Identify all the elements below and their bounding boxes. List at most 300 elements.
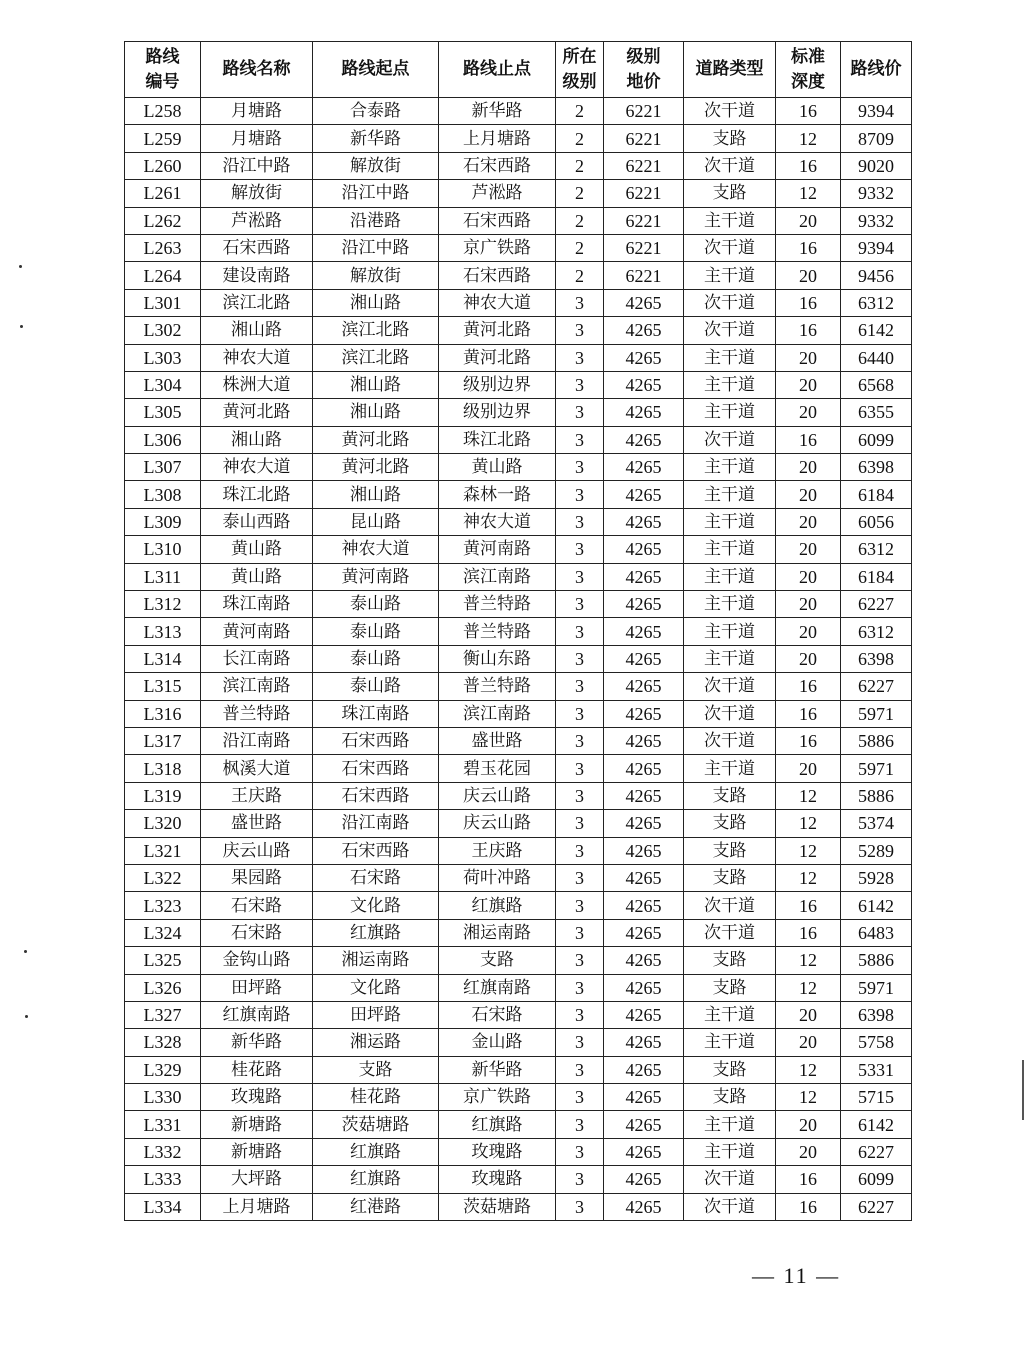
table-row [125, 481, 912, 508]
cell-route-name: 桂花路 [201, 1056, 313, 1083]
cell-grade-level: 3 [556, 317, 604, 344]
cell-route-price: 6227 [841, 673, 912, 700]
cell-grade-level: 3 [556, 508, 604, 535]
cell-route-code: L302 [125, 317, 201, 344]
cell-route-start: 黄河北路 [313, 454, 439, 481]
cell-grade-price: 4265 [604, 673, 684, 700]
cell-standard-depth: 16 [776, 892, 841, 919]
cell-grade-price: 4265 [604, 426, 684, 453]
cell-route-code: L319 [125, 782, 201, 809]
cell-grade-price: 6221 [604, 98, 684, 125]
cell-route-code: L330 [125, 1084, 201, 1111]
cell-grade-price: 6221 [604, 180, 684, 207]
table-header-row [125, 42, 912, 98]
cell-grade-level: 3 [556, 563, 604, 590]
cell-route-name: 沿江中路 [201, 152, 313, 179]
cell-route-code: L324 [125, 919, 201, 946]
cell-route-end: 石宋西路 [439, 262, 556, 289]
cell-road-type: 支路 [684, 810, 776, 837]
cell-route-price: 6440 [841, 344, 912, 371]
cell-route-code: L258 [125, 98, 201, 125]
cell-standard-depth: 20 [776, 645, 841, 672]
cell-route-start: 神农大道 [313, 536, 439, 563]
cell-road-type: 主干道 [684, 262, 776, 289]
cell-route-code: L259 [125, 125, 201, 152]
cell-route-name: 株洲大道 [201, 371, 313, 398]
cell-road-type: 主干道 [684, 454, 776, 481]
cell-standard-depth: 20 [776, 755, 841, 782]
cell-road-type: 主干道 [684, 1111, 776, 1138]
cell-route-name: 泰山西路 [201, 508, 313, 535]
cell-standard-depth: 16 [776, 700, 841, 727]
cell-route-price: 6142 [841, 892, 912, 919]
cell-grade-price: 4265 [604, 1166, 684, 1193]
table-row [125, 125, 912, 152]
cell-grade-level: 3 [556, 673, 604, 700]
cell-route-price: 6398 [841, 1001, 912, 1028]
cell-route-start: 石宋西路 [313, 755, 439, 782]
cell-road-type: 主干道 [684, 645, 776, 672]
cell-route-price: 6483 [841, 919, 912, 946]
cell-route-name: 月塘路 [201, 98, 313, 125]
cell-road-type: 主干道 [684, 371, 776, 398]
cell-route-price: 6312 [841, 289, 912, 316]
cell-route-start: 茨菇塘路 [313, 1111, 439, 1138]
cell-grade-level: 3 [556, 1138, 604, 1165]
cell-route-price: 9332 [841, 207, 912, 234]
cell-route-end: 碧玉花园 [439, 755, 556, 782]
cell-route-code: L322 [125, 864, 201, 891]
table-row [125, 317, 912, 344]
cell-grade-price: 6221 [604, 234, 684, 261]
table-row [125, 426, 912, 453]
cell-road-type: 主干道 [684, 508, 776, 535]
header-grade-price: 级别 地价 [604, 42, 684, 98]
cell-standard-depth: 20 [776, 563, 841, 590]
cell-road-type: 支路 [684, 837, 776, 864]
cell-road-type: 主干道 [684, 1138, 776, 1165]
cell-grade-level: 3 [556, 536, 604, 563]
cell-grade-price: 4265 [604, 1111, 684, 1138]
cell-grade-level: 3 [556, 947, 604, 974]
cell-road-type: 主干道 [684, 344, 776, 371]
cell-route-price: 5886 [841, 947, 912, 974]
cell-road-type: 次干道 [684, 152, 776, 179]
cell-route-code: L323 [125, 892, 201, 919]
cell-grade-price: 4265 [604, 399, 684, 426]
table-row [125, 1029, 912, 1056]
cell-grade-level: 3 [556, 755, 604, 782]
cell-road-type: 次干道 [684, 919, 776, 946]
cell-route-start: 湘山路 [313, 371, 439, 398]
cell-route-price: 6184 [841, 563, 912, 590]
cell-route-end: 金山路 [439, 1029, 556, 1056]
cell-route-code: L305 [125, 399, 201, 426]
cell-route-price: 6142 [841, 1111, 912, 1138]
cell-grade-level: 3 [556, 481, 604, 508]
cell-route-start: 石宋西路 [313, 837, 439, 864]
cell-route-code: L318 [125, 755, 201, 782]
cell-road-type: 次干道 [684, 98, 776, 125]
table-row [125, 782, 912, 809]
cell-route-price: 5374 [841, 810, 912, 837]
cell-route-price: 6056 [841, 508, 912, 535]
cell-route-start: 桂花路 [313, 1084, 439, 1111]
cell-route-start: 黄河南路 [313, 563, 439, 590]
cell-grade-level: 3 [556, 371, 604, 398]
cell-standard-depth: 20 [776, 508, 841, 535]
cell-standard-depth: 12 [776, 1056, 841, 1083]
table-row [125, 755, 912, 782]
cell-route-name: 果园路 [201, 864, 313, 891]
cell-route-end: 红旗路 [439, 892, 556, 919]
cell-standard-depth: 20 [776, 536, 841, 563]
cell-standard-depth: 20 [776, 454, 841, 481]
cell-road-type: 次干道 [684, 1166, 776, 1193]
cell-route-end: 级别边界 [439, 371, 556, 398]
cell-grade-price: 4265 [604, 508, 684, 535]
cell-route-name: 长江南路 [201, 645, 313, 672]
cell-route-name: 神农大道 [201, 454, 313, 481]
cell-grade-price: 4265 [604, 1084, 684, 1111]
cell-standard-depth: 16 [776, 289, 841, 316]
cell-route-price: 6398 [841, 454, 912, 481]
cell-grade-level: 3 [556, 1029, 604, 1056]
cell-route-start: 沿港路 [313, 207, 439, 234]
cell-route-price: 6184 [841, 481, 912, 508]
cell-route-code: L306 [125, 426, 201, 453]
table-row [125, 180, 912, 207]
table-row [125, 673, 912, 700]
cell-grade-level: 3 [556, 700, 604, 727]
cell-road-type: 支路 [684, 125, 776, 152]
cell-route-name: 黄山路 [201, 563, 313, 590]
cell-grade-level: 3 [556, 727, 604, 754]
cell-grade-price: 4265 [604, 947, 684, 974]
cell-grade-price: 4265 [604, 810, 684, 837]
table-row [125, 1001, 912, 1028]
table-row [125, 810, 912, 837]
cell-route-name: 新华路 [201, 1029, 313, 1056]
header-route-price: 路线价 [841, 42, 912, 98]
cell-road-type: 支路 [684, 1084, 776, 1111]
cell-route-price: 5971 [841, 974, 912, 1001]
table-row [125, 508, 912, 535]
cell-standard-depth: 12 [776, 1084, 841, 1111]
cell-route-end: 玫瑰路 [439, 1166, 556, 1193]
scan-dot [25, 1015, 28, 1018]
cell-route-start: 解放街 [313, 152, 439, 179]
cell-grade-price: 4265 [604, 618, 684, 645]
cell-road-type: 支路 [684, 1056, 776, 1083]
cell-route-name: 上月塘路 [201, 1193, 313, 1220]
cell-grade-level: 3 [556, 454, 604, 481]
table-row [125, 454, 912, 481]
cell-route-price: 9394 [841, 98, 912, 125]
cell-standard-depth: 20 [776, 1111, 841, 1138]
table-row [125, 207, 912, 234]
cell-road-type: 次干道 [684, 673, 776, 700]
cell-grade-price: 4265 [604, 864, 684, 891]
cell-standard-depth: 20 [776, 1029, 841, 1056]
cell-route-name: 湘山路 [201, 317, 313, 344]
cell-route-name: 红旗南路 [201, 1001, 313, 1028]
table-row [125, 947, 912, 974]
cell-grade-price: 4265 [604, 536, 684, 563]
table-row [125, 618, 912, 645]
cell-route-price: 6227 [841, 1138, 912, 1165]
cell-route-name: 珠江南路 [201, 591, 313, 618]
cell-route-price: 6099 [841, 426, 912, 453]
cell-route-name: 沿江南路 [201, 727, 313, 754]
cell-route-price: 5331 [841, 1056, 912, 1083]
cell-route-start: 泰山路 [313, 591, 439, 618]
cell-grade-level: 3 [556, 782, 604, 809]
cell-route-end: 荷叶冲路 [439, 864, 556, 891]
cell-grade-level: 3 [556, 837, 604, 864]
cell-road-type: 次干道 [684, 289, 776, 316]
cell-road-type: 主干道 [684, 399, 776, 426]
cell-route-start: 泰山路 [313, 645, 439, 672]
cell-grade-level: 3 [556, 864, 604, 891]
cell-route-end: 新华路 [439, 98, 556, 125]
cell-route-price: 6227 [841, 591, 912, 618]
table-row [125, 727, 912, 754]
cell-route-name: 石宋路 [201, 919, 313, 946]
cell-road-type: 次干道 [684, 234, 776, 261]
cell-route-start: 新华路 [313, 125, 439, 152]
table-row [125, 371, 912, 398]
cell-grade-price: 6221 [604, 262, 684, 289]
cell-route-name: 滨江南路 [201, 673, 313, 700]
cell-route-end: 普兰特路 [439, 673, 556, 700]
cell-standard-depth: 20 [776, 1138, 841, 1165]
cell-grade-level: 3 [556, 426, 604, 453]
cell-road-type: 次干道 [684, 892, 776, 919]
cell-route-code: L313 [125, 618, 201, 645]
cell-grade-level: 3 [556, 919, 604, 946]
cell-route-end: 玫瑰路 [439, 1138, 556, 1165]
cell-route-end: 黄河北路 [439, 344, 556, 371]
cell-standard-depth: 16 [776, 727, 841, 754]
cell-grade-level: 3 [556, 344, 604, 371]
cell-road-type: 支路 [684, 180, 776, 207]
cell-route-end: 京广铁路 [439, 234, 556, 261]
cell-route-end: 珠江北路 [439, 426, 556, 453]
cell-route-price: 6312 [841, 618, 912, 645]
cell-route-code: L301 [125, 289, 201, 316]
cell-route-end: 茨菇塘路 [439, 1193, 556, 1220]
cell-route-end: 湘运南路 [439, 919, 556, 946]
cell-route-price: 5886 [841, 782, 912, 809]
cell-route-price: 5886 [841, 727, 912, 754]
cell-grade-price: 4265 [604, 974, 684, 1001]
cell-route-start: 沿江中路 [313, 180, 439, 207]
cell-standard-depth: 16 [776, 1166, 841, 1193]
cell-grade-level: 2 [556, 207, 604, 234]
cell-grade-price: 4265 [604, 591, 684, 618]
cell-route-start: 田坪路 [313, 1001, 439, 1028]
header-road-type: 道路类型 [684, 42, 776, 98]
cell-standard-depth: 16 [776, 673, 841, 700]
cell-route-start: 泰山路 [313, 618, 439, 645]
cell-grade-level: 2 [556, 152, 604, 179]
cell-route-code: L334 [125, 1193, 201, 1220]
cell-grade-level: 3 [556, 1111, 604, 1138]
cell-grade-price: 6221 [604, 125, 684, 152]
cell-route-end: 京广铁路 [439, 1084, 556, 1111]
cell-standard-depth: 16 [776, 234, 841, 261]
cell-road-type: 支路 [684, 974, 776, 1001]
cell-standard-depth: 16 [776, 317, 841, 344]
cell-route-end: 衡山东路 [439, 645, 556, 672]
cell-grade-price: 4265 [604, 645, 684, 672]
cell-grade-price: 4265 [604, 454, 684, 481]
cell-route-price: 9020 [841, 152, 912, 179]
cell-route-name: 湘山路 [201, 426, 313, 453]
cell-route-name: 普兰特路 [201, 700, 313, 727]
cell-road-type: 主干道 [684, 536, 776, 563]
cell-route-name: 黄山路 [201, 536, 313, 563]
cell-road-type: 支路 [684, 864, 776, 891]
cell-route-code: L317 [125, 727, 201, 754]
cell-route-price: 5928 [841, 864, 912, 891]
scan-dot [24, 950, 27, 953]
cell-route-name: 新塘路 [201, 1111, 313, 1138]
cell-route-code: L332 [125, 1138, 201, 1165]
cell-road-type: 主干道 [684, 591, 776, 618]
cell-grade-price: 4265 [604, 1029, 684, 1056]
cell-route-code: L325 [125, 947, 201, 974]
cell-route-end: 石宋路 [439, 1001, 556, 1028]
cell-road-type: 主干道 [684, 755, 776, 782]
cell-route-code: L308 [125, 481, 201, 508]
cell-grade-price: 4265 [604, 371, 684, 398]
table-row [125, 974, 912, 1001]
table-row [125, 892, 912, 919]
table-row [125, 864, 912, 891]
table-row [125, 591, 912, 618]
cell-route-end: 神农大道 [439, 508, 556, 535]
cell-grade-level: 3 [556, 591, 604, 618]
cell-standard-depth: 12 [776, 810, 841, 837]
cell-route-code: L312 [125, 591, 201, 618]
cell-grade-price: 4265 [604, 563, 684, 590]
table-row [125, 1111, 912, 1138]
cell-route-price: 5971 [841, 755, 912, 782]
cell-route-code: L321 [125, 837, 201, 864]
cell-standard-depth: 12 [776, 125, 841, 152]
cell-route-start: 湘山路 [313, 399, 439, 426]
cell-grade-price: 4265 [604, 1193, 684, 1220]
cell-grade-price: 4265 [604, 782, 684, 809]
header-route-code: 路线 编号 [125, 42, 201, 98]
cell-standard-depth: 20 [776, 371, 841, 398]
cell-route-start: 支路 [313, 1056, 439, 1083]
cell-route-start: 红旗路 [313, 1138, 439, 1165]
cell-standard-depth: 20 [776, 262, 841, 289]
cell-route-end: 盛世路 [439, 727, 556, 754]
table-row [125, 98, 912, 125]
cell-road-type: 主干道 [684, 1029, 776, 1056]
cell-grade-level: 3 [556, 645, 604, 672]
cell-route-start: 合泰路 [313, 98, 439, 125]
cell-route-code: L316 [125, 700, 201, 727]
cell-grade-level: 2 [556, 98, 604, 125]
cell-grade-level: 3 [556, 1166, 604, 1193]
cell-route-code: L333 [125, 1166, 201, 1193]
cell-route-start: 红港路 [313, 1193, 439, 1220]
cell-grade-price: 4265 [604, 755, 684, 782]
cell-grade-price: 4265 [604, 892, 684, 919]
cell-grade-price: 4265 [604, 289, 684, 316]
cell-route-price: 6312 [841, 536, 912, 563]
cell-standard-depth: 12 [776, 974, 841, 1001]
cell-route-start: 湘山路 [313, 481, 439, 508]
cell-grade-level: 3 [556, 618, 604, 645]
cell-route-name: 金钩山路 [201, 947, 313, 974]
header-route-name: 路线名称 [201, 42, 313, 98]
cell-route-start: 沿江中路 [313, 234, 439, 261]
cell-route-start: 湘运南路 [313, 947, 439, 974]
cell-route-name: 神农大道 [201, 344, 313, 371]
cell-grade-level: 3 [556, 1084, 604, 1111]
table-row [125, 837, 912, 864]
page-number: — 11 — [752, 1263, 841, 1288]
cell-standard-depth: 12 [776, 947, 841, 974]
table-row [125, 1084, 912, 1111]
cell-standard-depth: 20 [776, 344, 841, 371]
cell-road-type: 次干道 [684, 317, 776, 344]
cell-route-end: 黄河北路 [439, 317, 556, 344]
cell-route-name: 新塘路 [201, 1138, 313, 1165]
cell-road-type: 支路 [684, 947, 776, 974]
cell-route-end: 森林一路 [439, 481, 556, 508]
cell-grade-level: 2 [556, 125, 604, 152]
cell-route-price: 5289 [841, 837, 912, 864]
cell-route-end: 级别边界 [439, 399, 556, 426]
cell-route-code: L304 [125, 371, 201, 398]
cell-standard-depth: 16 [776, 1193, 841, 1220]
table-row [125, 1166, 912, 1193]
cell-route-name: 庆云山路 [201, 837, 313, 864]
cell-standard-depth: 20 [776, 618, 841, 645]
cell-grade-level: 2 [556, 180, 604, 207]
cell-route-code: L315 [125, 673, 201, 700]
cell-standard-depth: 20 [776, 591, 841, 618]
cell-grade-level: 3 [556, 399, 604, 426]
cell-route-code: L327 [125, 1001, 201, 1028]
cell-route-price: 6568 [841, 371, 912, 398]
cell-road-type: 次干道 [684, 426, 776, 453]
cell-route-name: 解放街 [201, 180, 313, 207]
cell-grade-level: 3 [556, 810, 604, 837]
cell-standard-depth: 20 [776, 1001, 841, 1028]
cell-route-end: 红旗南路 [439, 974, 556, 1001]
table-row [125, 1056, 912, 1083]
cell-route-start: 沿江南路 [313, 810, 439, 837]
table-row [125, 919, 912, 946]
header-grade-level: 所在 级别 [556, 42, 604, 98]
cell-route-code: L328 [125, 1029, 201, 1056]
cell-route-start: 解放街 [313, 262, 439, 289]
cell-grade-price: 4265 [604, 481, 684, 508]
cell-standard-depth: 20 [776, 481, 841, 508]
cell-route-end: 石宋西路 [439, 152, 556, 179]
cell-road-type: 次干道 [684, 727, 776, 754]
cell-route-code: L331 [125, 1111, 201, 1138]
cell-route-price: 5715 [841, 1084, 912, 1111]
